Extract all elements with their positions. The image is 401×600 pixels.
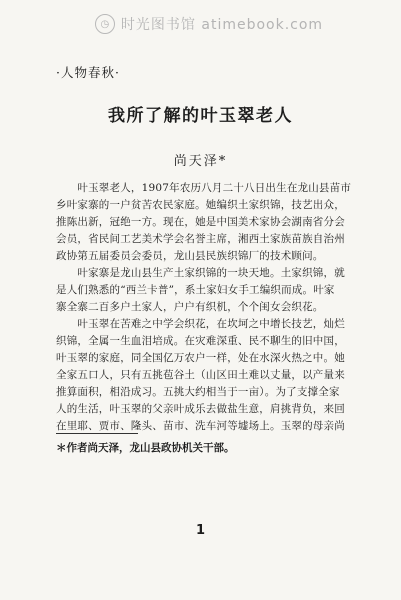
body-line: 寨全寨二百多户土家人，户户有织机，个个闺女会织花。 [56, 301, 324, 313]
body-line: 叶玉翠在苦难之中学会织花，在坎坷之中增长技艺，灿烂 [56, 318, 345, 330]
body-line: 全家五口人，只有五挑苞谷土（山区田土难以丈量，以产量来 [56, 369, 345, 381]
body-line: 叶玉翠的家庭，同全国亿万农户一样，处在水深火热之中。她 [56, 352, 345, 364]
article-title: 我所了解的叶玉翠老人 [108, 106, 293, 126]
watermark-text: 时光图书馆 atimebook.com [120, 17, 324, 33]
body-line: 乡叶家寨的一户贫苦农民家庭。她编织土家织锦，技艺出众， [56, 199, 345, 211]
body-line: 会员，省民间工艺美术学会名誉主席，湘西土家族苗族自治州 [56, 233, 345, 245]
body-line: 织锦，全属一生血泪培成。在灾难深重、民不聊生的旧中国， [56, 335, 345, 347]
body-line: 叶家寨是龙山县生产土家织锦的一块天地。土家织锦，就 [56, 267, 345, 279]
body-line: 叶玉翠老人，1907年农历八月二十八日出生在龙山县苗市 [56, 182, 352, 194]
body-line: 人的生活，叶玉翠的父亲叶成乐去做盐生意，肩挑背负，来回 [56, 403, 345, 415]
article-body [56, 180, 356, 435]
body-line: 推算面积，相沿成习。五挑大约相当于一亩）。为了支撑全家 [56, 386, 340, 398]
footnote-divider [56, 433, 138, 434]
section-label: ·人物春秋· [56, 65, 120, 80]
body-line: 是人们熟悉的“西兰卡普”，系土家妇女手工编织而成。叶家 [56, 284, 335, 296]
body-line: 推陈出新，冠绝一方。现在，她是中国美术家协会湖南省分会 [56, 216, 345, 228]
footnote: ＊作者尚天泽，龙山县政协机关干部。 [56, 442, 235, 454]
page-number: 1 [195, 523, 206, 538]
author-byline: 尚天泽* [173, 154, 228, 169]
body-line: 在里耶、贾市、隆头、苗市、洗车河等墟场上。玉翠的母亲尚 [56, 420, 345, 432]
clock-icon: ◷ [95, 14, 115, 34]
watermark [84, 14, 334, 34]
body-line: 政协第五届委员会委员，龙山县民族织锦厂的技术顾问。 [56, 250, 324, 262]
